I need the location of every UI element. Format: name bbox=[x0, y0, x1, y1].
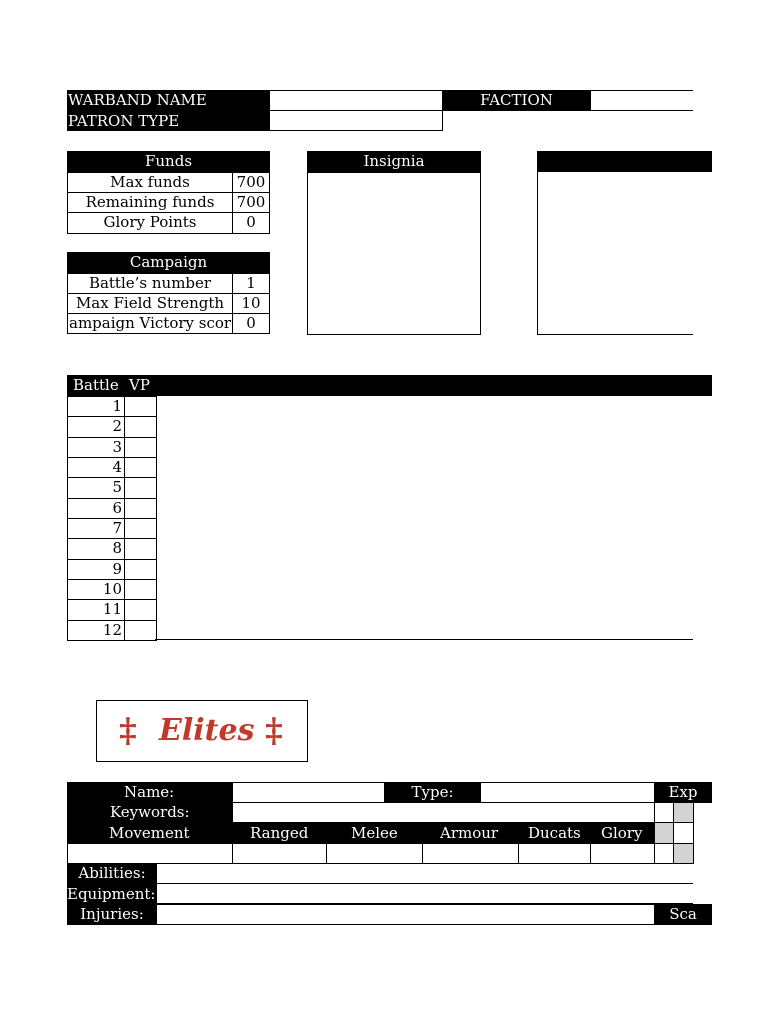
abilities-field[interactable] bbox=[156, 863, 693, 884]
funds-label: Max funds bbox=[67, 172, 233, 193]
right-panel-box[interactable] bbox=[537, 172, 693, 335]
funds-value[interactable]: 700 bbox=[232, 172, 270, 193]
vp-column-label: VP bbox=[129, 376, 150, 394]
faction-field[interactable] bbox=[590, 90, 693, 111]
elite-keywords-field[interactable] bbox=[232, 802, 655, 823]
battle-vp-field[interactable] bbox=[124, 620, 157, 641]
scars-label: Sca bbox=[654, 904, 712, 925]
battle-vp-field[interactable] bbox=[124, 579, 157, 600]
insignia-title: Insignia bbox=[307, 151, 481, 173]
insignia-box[interactable] bbox=[307, 172, 481, 335]
stat-label: Ranged bbox=[250, 824, 309, 842]
injuries-field[interactable] bbox=[156, 904, 655, 925]
stat-value-field[interactable] bbox=[422, 843, 519, 864]
elite-name-field[interactable] bbox=[232, 782, 385, 803]
battle-table-header bbox=[67, 375, 712, 396]
campaign-label: ampaign Victory scor bbox=[69, 314, 232, 332]
battle-vp-field[interactable] bbox=[124, 518, 157, 539]
warband-name-field[interactable] bbox=[269, 90, 443, 111]
battle-vp-field[interactable] bbox=[124, 457, 157, 478]
equipment-field[interactable] bbox=[156, 883, 693, 904]
battle-number: 4 bbox=[67, 457, 125, 478]
battle-notes-area[interactable] bbox=[155, 396, 693, 640]
funds-label: Remaining funds bbox=[67, 192, 233, 213]
campaign-value[interactable]: 1 bbox=[232, 273, 270, 294]
equipment-label: Equipment: bbox=[67, 885, 156, 903]
right-panel-header bbox=[537, 151, 712, 172]
stat-label: Glory bbox=[601, 824, 643, 842]
stat-label: Melee bbox=[351, 824, 398, 842]
exp-box[interactable] bbox=[673, 822, 694, 844]
battle-vp-field[interactable] bbox=[124, 437, 157, 458]
campaign-value[interactable]: 0 bbox=[232, 313, 270, 334]
battle-number: 5 bbox=[67, 477, 125, 499]
battle-vp-field[interactable] bbox=[124, 599, 157, 621]
battle-number: 6 bbox=[67, 498, 125, 519]
stat-value-field[interactable] bbox=[67, 843, 233, 864]
stat-value-field[interactable] bbox=[590, 843, 655, 864]
stat-value-field[interactable] bbox=[518, 843, 591, 864]
elite-keywords-label: Keywords: bbox=[110, 803, 190, 821]
battle-column-label: Battle bbox=[73, 376, 119, 394]
elite-type-label: Type: bbox=[384, 782, 481, 803]
exp-box[interactable] bbox=[673, 843, 694, 864]
elite-name-label: Name: bbox=[124, 783, 175, 801]
battle-vp-field[interactable] bbox=[124, 538, 157, 560]
battle-number: 10 bbox=[67, 579, 125, 600]
campaign-value[interactable]: 10 bbox=[232, 293, 270, 314]
abilities-label: Abilities: bbox=[67, 863, 157, 884]
stat-label: Movement bbox=[109, 824, 190, 842]
funds-value[interactable]: 700 bbox=[232, 192, 270, 213]
elites-title: Elites bbox=[159, 713, 255, 748]
exp-box[interactable] bbox=[673, 802, 694, 823]
battle-number: 8 bbox=[67, 538, 125, 560]
battle-number: 2 bbox=[67, 416, 125, 438]
battle-vp-field[interactable] bbox=[124, 477, 157, 499]
dagger-icon: ‡ bbox=[265, 711, 283, 751]
battle-number: 1 bbox=[67, 396, 125, 417]
funds-value[interactable]: 0 bbox=[232, 212, 270, 234]
stat-label: Armour bbox=[440, 824, 499, 842]
battle-vp-field[interactable] bbox=[124, 416, 157, 438]
exp-box[interactable] bbox=[654, 822, 674, 844]
elites-banner bbox=[96, 700, 308, 762]
exp-box[interactable] bbox=[654, 802, 674, 823]
exp-box[interactable] bbox=[654, 843, 674, 864]
battle-vp-field[interactable] bbox=[124, 396, 157, 417]
warband-name-label: WARBAND NAME bbox=[67, 90, 270, 111]
battle-number: 3 bbox=[67, 437, 125, 458]
campaign-title: Campaign bbox=[67, 252, 270, 273]
campaign-label: Battle’s number bbox=[67, 273, 233, 294]
faction-label: FACTION bbox=[442, 90, 591, 111]
battle-vp-field[interactable] bbox=[124, 498, 157, 519]
battle-number: 11 bbox=[67, 599, 125, 621]
stat-value-field[interactable] bbox=[326, 843, 423, 864]
stat-value-field[interactable] bbox=[232, 843, 327, 864]
battle-number: 9 bbox=[67, 559, 125, 580]
funds-title: Funds bbox=[67, 151, 270, 172]
battle-number: 12 bbox=[67, 620, 125, 641]
campaign-label: Max Field Strength bbox=[67, 293, 233, 314]
patron-type-label: PATRON TYPE bbox=[67, 111, 270, 131]
stat-label: Ducats bbox=[528, 824, 581, 842]
injuries-label: Injuries: bbox=[67, 904, 157, 925]
battle-vp-field[interactable] bbox=[124, 559, 157, 580]
battle-number: 7 bbox=[67, 518, 125, 539]
patron-type-field[interactable] bbox=[269, 110, 443, 131]
dagger-icon: ‡ bbox=[119, 711, 137, 751]
funds-label: Glory Points bbox=[67, 212, 233, 234]
elite-exp-label: Exp bbox=[654, 782, 712, 803]
elite-type-field[interactable] bbox=[480, 782, 655, 803]
